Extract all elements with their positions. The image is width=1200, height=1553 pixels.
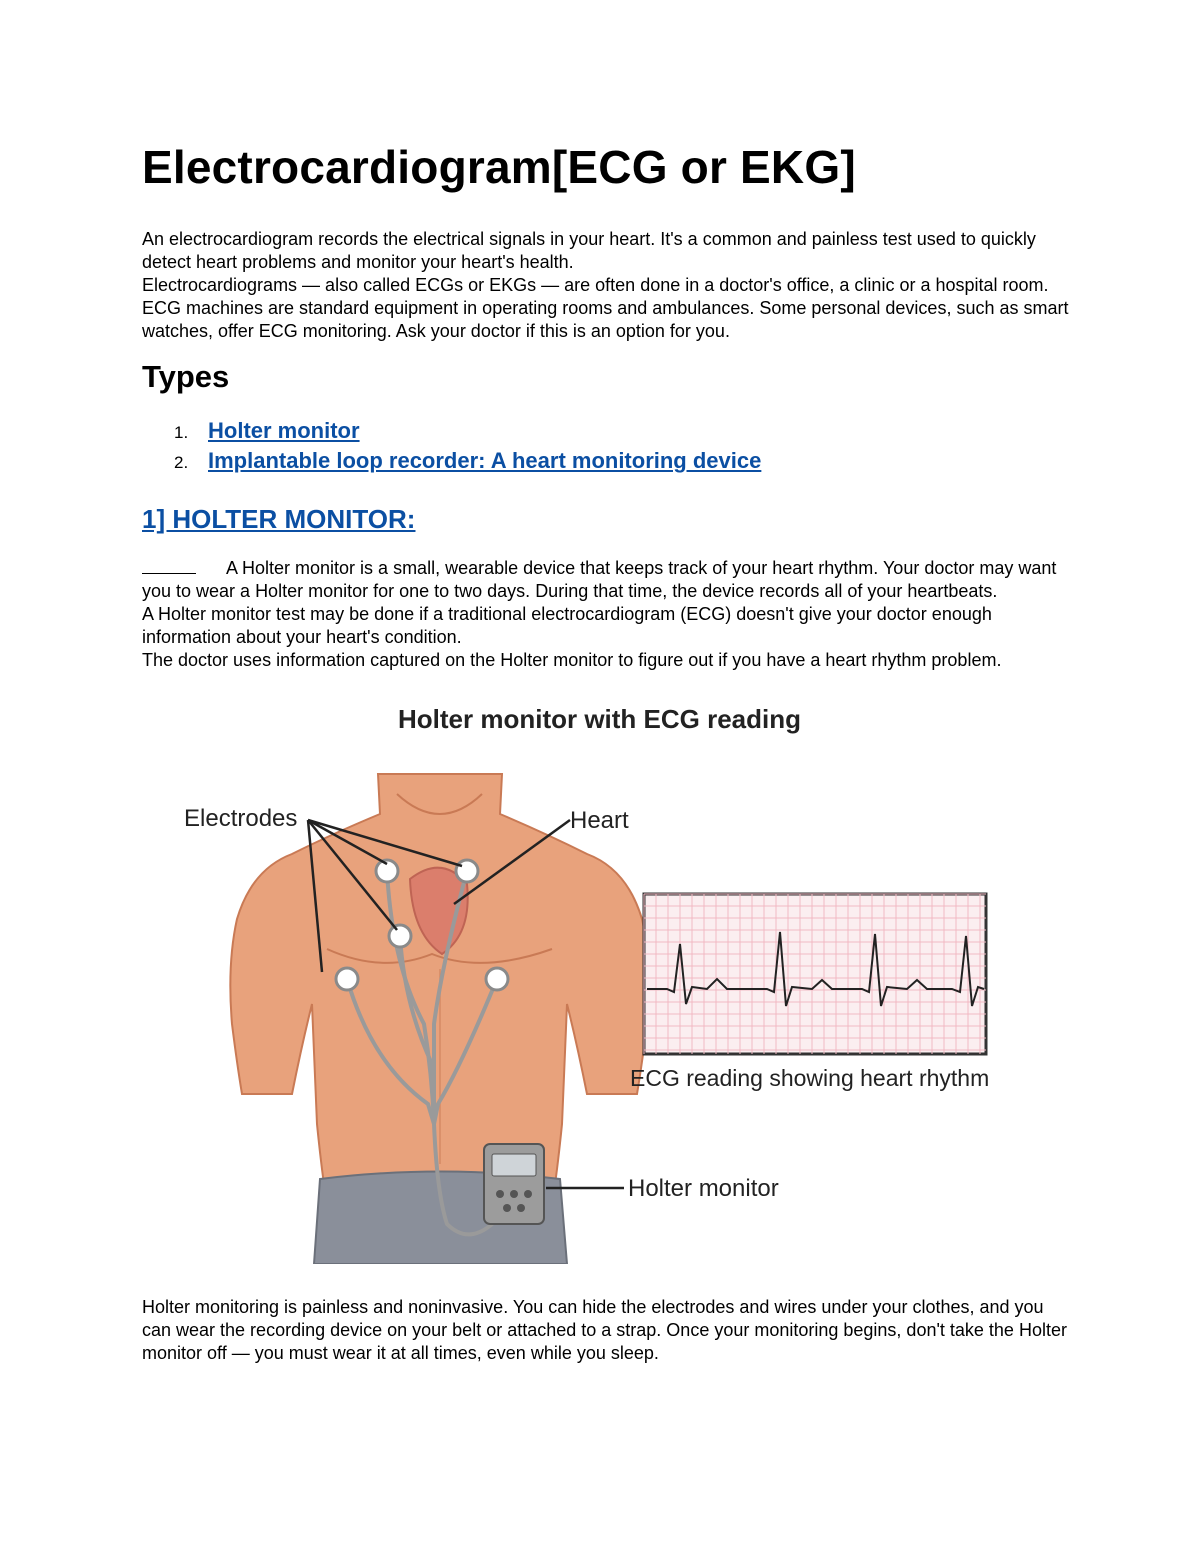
- blank-underline: [142, 557, 196, 574]
- holter-paragraph-1-text: A Holter monitor is a small, wearable device that keeps track of your heart rhythm. Your doctor may want you to wear a Holter monitor for one to two days. During that time, the device records all of your heartbeats.: [142, 558, 1057, 601]
- link-implantable-loop-recorder[interactable]: Implantable loop recorder: A heart monitoring device: [208, 448, 762, 473]
- list-item: [142, 417, 1072, 447]
- list-number: 2.: [174, 453, 189, 472]
- label-ecg-reading: ECG reading showing heart rhythm: [630, 1065, 990, 1091]
- link-holter-monitor[interactable]: Holter monitor: [208, 418, 360, 443]
- list-item: [142, 447, 1072, 477]
- page-title: Electrocardiogram[ECG or EKG]: [142, 141, 856, 193]
- document-page: [142, 140, 1072, 1365]
- holter-illustration: [142, 704, 1072, 1264]
- ecg-strip: [644, 894, 986, 1054]
- label-holter-monitor: Holter monitor: [628, 1175, 779, 1202]
- label-heart: Heart: [570, 807, 629, 834]
- intro-paragraph-1: An electrocardiogram records the electrical signals in your heart. It's a common and painless test used to quickly detect heart problems and monitor your heart's health.: [142, 229, 1036, 272]
- holter-paragraph-4: Holter monitoring is painless and noninvasive. You can hide the electrodes and wires under your clothes, and you can wear the recording device on your belt or attached to a strap. Once your monitoring begins, don't take the Holter monitor off — you must wear it at all times, even while you sleep.: [142, 1297, 1067, 1363]
- electrode-icon: [486, 968, 508, 990]
- holter-figure: [142, 704, 1072, 1264]
- list-number: 1.: [174, 423, 189, 442]
- holter-device-icon: [484, 1144, 544, 1224]
- electrode-icon: [336, 968, 358, 990]
- figure-title: Holter monitor with ECG reading: [398, 704, 802, 734]
- types-list: [142, 417, 1072, 477]
- holter-paragraph-1: [142, 557, 1072, 603]
- holter-paragraph-3: The doctor uses information captured on the Holter monitor to figure out if you have a heart rhythm problem.: [142, 650, 1002, 670]
- types-heading: Types: [142, 359, 230, 394]
- holter-section-heading: 1] HOLTER MONITOR:: [142, 504, 416, 534]
- holter-paragraph-2: A Holter monitor test may be done if a traditional electrocardiogram (ECG) doesn't give your doctor enough information about your heart's condition.: [142, 604, 992, 647]
- intro-paragraph-2: Electrocardiograms — also called ECGs or EKGs — are often done in a doctor's office, a clinic or a hospital room. ECG machines are standard equipment in operating rooms and ambulances. Some personal devices, such as smart watches, offer ECG monitoring. Ask your doctor if this is an option for you.: [142, 275, 1069, 341]
- electrode-icon: [456, 860, 478, 882]
- label-electrodes: Electrodes: [184, 805, 298, 832]
- electrode-icon: [389, 925, 411, 947]
